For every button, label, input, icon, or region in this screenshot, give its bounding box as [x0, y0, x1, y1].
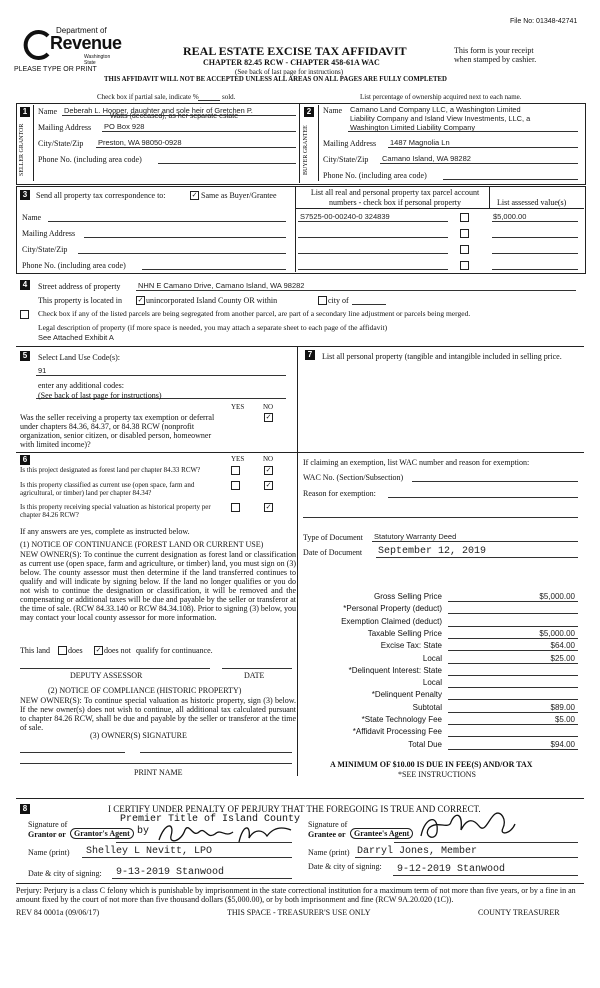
section-7-number: 7	[305, 350, 315, 360]
seller-city-label: City/State/Zip	[38, 139, 84, 148]
tax-row-line	[448, 601, 578, 602]
section-4-number: 4	[20, 280, 30, 290]
s6-yes-header: YES	[231, 455, 245, 463]
grantors-agent-label: Grantor's Agent	[70, 828, 134, 839]
seller-city-field[interactable]: Preston, WA 98050-0928	[98, 138, 182, 147]
buyer-tab: BUYER GRANTEE	[303, 125, 309, 175]
segregated-label: Check box if any of the listed parcels are being segregated from another parcel, are part of a secondary line adjustment or parcels being merged.	[38, 309, 471, 318]
grantor-name-field[interactable]: Shelley L Nevitt, LPO	[86, 846, 213, 857]
tax-row-line	[448, 712, 578, 713]
forest-no-checkbox[interactable]: ✓	[265, 466, 272, 474]
does-not-checkbox[interactable]: ✓	[95, 646, 102, 654]
section-6-number: 6	[20, 455, 30, 465]
warning-text: THIS AFFIDAVIT WILL NOT BE ACCEPTED UNLESS ALL AREAS ON ALL PAGES ARE FULLY COMPLETED	[104, 76, 447, 83]
tax-row-label: *Delinquent Penalty	[371, 690, 442, 699]
this-land-label: This land	[20, 646, 50, 655]
seller-mailing-field[interactable]: PO Box 928	[104, 122, 145, 131]
city-of-checkbox[interactable]	[318, 296, 327, 305]
grantee-date-field[interactable]: 9-12-2019 Stanwood	[397, 864, 506, 875]
tax-row-value[interactable]: $5.00	[554, 715, 575, 724]
additional-codes-label: enter any additional codes:	[38, 381, 124, 390]
does-checkbox[interactable]	[58, 646, 67, 655]
parcel-number-1[interactable]: S7525-00-00240-0 324839	[300, 212, 390, 221]
county-treasurer-label: COUNTY TREASURER	[478, 908, 560, 917]
section-5-number: 5	[20, 351, 30, 361]
seller-name-field[interactable]: Deberah L. Hooper, daughter and sole heir of Gretchen P.	[64, 106, 253, 115]
parcel-header-1: List all real and personal property tax parcel account	[310, 188, 480, 197]
parcel-2-personal-checkbox[interactable]	[460, 229, 469, 238]
grantee-name-label: Name (print)	[308, 848, 350, 857]
land-use-code-field[interactable]: 91	[38, 366, 47, 375]
same-as-buyer-checkbox[interactable]: ✓	[191, 191, 198, 199]
grantor-or-label: Grantor or	[28, 830, 66, 839]
deputy-assessor-label: DEPUTY ASSESSOR	[70, 671, 143, 680]
does-not-label: does not	[104, 646, 131, 655]
deputy-date-label: DATE	[244, 671, 265, 680]
doc-type-field[interactable]: Statutory Warranty Deed	[374, 532, 457, 541]
form-chapter: CHAPTER 82.45 RCW - CHAPTER 458-61A WAC	[203, 58, 380, 67]
same-as-buyer-label: Same as Buyer/Grantee	[201, 191, 277, 200]
tax-row-label: Total Due	[408, 740, 442, 749]
see-instructions-note: *SEE INSTRUCTIONS	[398, 770, 477, 779]
located-label: This property is located in	[38, 296, 122, 305]
minimum-due-note: A MINIMUM OF $10.00 IS DUE IN FEE(S) AND/OR TAX	[330, 760, 533, 769]
seller-tab: SELLER GRANTOR	[19, 123, 25, 177]
legal-description-label: Legal description of property (if more space is needed, you may attach a separate sheet to each page of the affidavit)	[38, 323, 388, 332]
exemption-no-checkbox[interactable]: ✓	[265, 413, 272, 421]
treasurer-space-label: THIS SPACE - TREASURER'S USE ONLY	[227, 908, 371, 917]
tax-row-label: *Personal Property (deduct)	[343, 604, 442, 613]
tax-row-value[interactable]: $5,000.00	[539, 592, 575, 601]
city-of-label: city of	[328, 296, 349, 305]
section-8-number: 8	[20, 804, 30, 814]
notice-compliance-title: (2) NOTICE OF COMPLIANCE (HISTORIC PROPERTY)	[48, 686, 242, 695]
current-use-yes-checkbox[interactable]	[231, 481, 240, 490]
tax-row-line	[448, 687, 578, 688]
tax-row-line	[448, 650, 578, 651]
doc-date-label: Date of Document	[303, 548, 363, 557]
tax-row-label: Subtotal	[412, 703, 442, 712]
correspondence-mailing-label: Mailing Address	[22, 229, 76, 238]
grantor-entity-text: Premier Title of Island County	[120, 814, 301, 825]
logo-state-text: Washington State	[84, 54, 111, 66]
exemption-reason-label: Reason for exemption:	[303, 489, 376, 498]
unincorporated-checkbox[interactable]: ✓	[137, 296, 144, 304]
land-use-label: Select Land Use Code(s):	[38, 353, 120, 362]
partial-sale-label: Check box if partial sale, indicate %	[97, 93, 199, 101]
tax-row-line	[448, 749, 578, 750]
grantor-by-text: by	[137, 826, 150, 837]
parcel-3-personal-checkbox[interactable]	[460, 245, 469, 254]
grantor-date-label: Date & city of signing:	[28, 869, 102, 878]
doc-date-field[interactable]: September 12, 2019	[378, 546, 487, 557]
historic-yes-checkbox[interactable]	[231, 503, 240, 512]
assessed-header: List assessed value(s)	[497, 198, 567, 207]
notice-continuance-body: NEW OWNER(S): To continue the current designation as forest land or classification as current use (open space, farm and agriculture, or timber) land, you must sign on (3) below. The county assessor must then determine if the land transferred continues to qualify and will indicate by signing below. If the land no longer qualifies or you do not wish to continue the designation or classification, it will be removed and the compensating or additional taxes will be due and payable by the seller or transferor at the time of sale. (RCW 84.33.140 or RCW 84.34.108). Prior to signing (3) below, you may contact your local county assessor for more information.	[20, 550, 296, 622]
land-use-see-back: (See back of last page for instructions)	[38, 391, 162, 400]
tax-row-label: Local	[422, 654, 442, 663]
tax-row-line	[448, 613, 578, 614]
parcel-4-personal-checkbox[interactable]	[460, 261, 469, 270]
s5-yes-header: YES	[231, 403, 245, 411]
buyer-mailing-label: Mailing Address	[323, 139, 377, 148]
owner-signature-label: (3) OWNER(S) SIGNATURE	[90, 731, 187, 740]
grantees-agent-label: Grantee's Agent	[350, 828, 413, 839]
list-percentage-note: List percentage of ownership acquired next to each name.	[360, 93, 522, 101]
personal-property-label: List all personal property (tangible and intangible included in selling price.	[322, 352, 562, 361]
grantee-signature-mark	[415, 806, 520, 846]
s5-no-header: NO	[263, 403, 274, 411]
seller-mailing-label: Mailing Address	[38, 123, 92, 132]
parcel-header-2: numbers - check box if personal property	[329, 198, 461, 207]
see-back-instructions: (See back of last page for instructions)	[235, 68, 344, 76]
grantee-name-field[interactable]: Darryl Jones, Member	[357, 846, 478, 857]
correspondence-phone-label: Phone No. (including area code)	[22, 261, 126, 270]
street-address-label: Street address of property	[38, 282, 121, 291]
historic-no-checkbox[interactable]: ✓	[265, 503, 272, 511]
notice-compliance-body: NEW OWNER(S): To continue special valuation as historic property, sign (3) below. If the new owner(s) does not wish to continue, all additional tax calculated pursuant to chapter 84.26 RCW, shall be due and payable by the seller or transferor at the time of sale.	[20, 696, 296, 732]
please-type: PLEASE TYPE OR PRINT	[14, 66, 97, 73]
assessed-value-1[interactable]: $5,000.00	[493, 212, 527, 221]
print-name-label: PRINT NAME	[134, 768, 183, 777]
forest-yes-checkbox[interactable]	[231, 466, 240, 475]
form-revision: REV 84 0001a (09/06/17)	[16, 908, 100, 917]
seller-name-field-2[interactable]: Watts (deceased), as her separate estate	[110, 113, 239, 120]
section-1-number: 1	[20, 107, 30, 117]
current-use-question: Is this property classified as current use (open space, farm and agricultural, or timber) land per chapter 84.34?	[20, 481, 195, 497]
correspondence-city-label: City/State/Zip	[22, 245, 68, 254]
tax-row-line	[448, 663, 578, 664]
unincorporated-label: unincorporated Island County OR within	[146, 296, 278, 305]
send-correspondence-label: Send all property tax correspondence to:	[36, 191, 166, 200]
grantee-or-label: Grantee or	[308, 830, 346, 839]
seller-phone-label: Phone No. (including area code)	[38, 155, 142, 164]
logo-name-text: Revenue	[50, 33, 122, 53]
buyer-name-field-1[interactable]: Camano Land Company LLC, a Washington Limited	[350, 105, 521, 114]
wac-claim-label: If claiming an exemption, list WAC number and reason for exemption:	[303, 458, 530, 467]
certify-statement: I CERTIFY UNDER PENALTY OF PERJURY THAT THE FOREGOING IS TRUE AND CORRECT.	[108, 804, 481, 814]
tax-row-label: Local	[422, 678, 442, 687]
seller-name-label: Name	[38, 107, 58, 116]
partial-sale-sold: sold.	[222, 93, 236, 101]
grantor-date-field[interactable]: 9-13-2019 Stanwood	[116, 867, 225, 878]
tax-row-value[interactable]: $89.00	[550, 703, 575, 712]
tax-row-label: *Affidavit Processing Fee	[352, 727, 442, 736]
correspondence-name-label: Name	[22, 213, 42, 222]
tax-row-value[interactable]: $94.00	[550, 740, 575, 749]
tax-row-line	[448, 724, 578, 725]
tax-row-label: Excise Tax: State	[380, 641, 442, 650]
tax-row-line	[448, 736, 578, 737]
wac-number-label: WAC No. (Section/Subsection)	[303, 473, 404, 482]
s6-no-header: NO	[263, 455, 274, 463]
segregated-checkbox[interactable]	[20, 310, 29, 319]
qualify-label: qualify for continuance.	[136, 646, 213, 655]
department-logo	[22, 26, 122, 68]
tax-row-label: Taxable Selling Price	[367, 629, 442, 638]
forest-land-question: Is this project designated as forest land per chapter 84.33 RCW?	[20, 466, 201, 474]
doc-type-label: Type of Document	[303, 533, 363, 542]
grantor-sig-of-label: Signature of	[28, 820, 68, 829]
tax-row-line	[448, 699, 578, 700]
tax-row-label: *Delinquent Interest: State	[348, 666, 442, 675]
receipt-note: This form is your receipt when stamped by cashier.	[454, 46, 537, 64]
form-title: REAL ESTATE EXCISE TAX AFFIDAVIT	[183, 44, 407, 58]
tax-row-line	[448, 638, 578, 639]
buyer-name-field-2[interactable]: Liability Company and Island View Investments, LLC, a	[350, 114, 531, 123]
grantee-date-label: Date & city of signing:	[308, 862, 382, 871]
grantee-sig-of-label: Signature of	[308, 820, 348, 829]
revenue-logo-icon	[22, 30, 52, 60]
tax-row-line	[448, 675, 578, 676]
buyer-city-field[interactable]: Camano Island, WA 98282	[382, 154, 471, 163]
tax-row-label: Exemption Claimed (deduct)	[341, 617, 442, 626]
buyer-name-field-3[interactable]: Washington Limited Liability Company	[350, 123, 476, 132]
tax-row-line	[448, 626, 578, 627]
section-3-number: 3	[20, 190, 30, 200]
buyer-city-label: City/State/Zip	[323, 155, 369, 164]
file-number: File No: 01348-42741	[510, 18, 578, 25]
street-address-field[interactable]: NHN E Camano Drive, Camano Island, WA 98282	[138, 281, 305, 290]
legal-description-field[interactable]: See Attached Exhibit A	[38, 333, 114, 342]
historic-question: Is this property receiving special valuation as historical property per chapter 84.26 RCW?	[20, 503, 211, 519]
tax-row-value[interactable]: $5,000.00	[539, 629, 575, 638]
parcel-1-personal-checkbox[interactable]	[460, 213, 469, 222]
tax-row-value[interactable]: $25.00	[550, 654, 575, 663]
tax-row-value[interactable]: $64.00	[550, 641, 575, 650]
does-label: does	[68, 646, 83, 655]
buyer-phone-label: Phone No. (including area code)	[323, 171, 427, 180]
logo-dept-text: Department of	[56, 26, 107, 35]
grantor-name-label: Name (print)	[28, 848, 70, 857]
perjury-statement: Perjury: Perjury is a class C felony which is punishable by imprisonment in the state correctional institution for a maximum term of not more than five years, or by a fine in an amount fixed by the court of not more than five thousand dollars ($5,000.00), or by both imprisonment and fine (RCW 9A.20.020 (1C)).	[16, 886, 576, 904]
tax-row-label: Gross Selling Price	[373, 592, 442, 601]
tax-row-label: *State Technology Fee	[361, 715, 442, 724]
buyer-name-label: Name	[323, 106, 343, 115]
buyer-mailing-field[interactable]: 1487 Magnolia Ln	[390, 138, 450, 147]
notice-continuance-title: (1) NOTICE OF CONTINUANCE (FOREST LAND OR CURRENT USE)	[20, 540, 264, 549]
current-use-no-checkbox[interactable]: ✓	[265, 481, 272, 489]
section-2-number: 2	[304, 107, 314, 117]
if-yes-note: If any answers are yes, complete as instructed below.	[20, 527, 190, 536]
exemption-question: Was the seller receiving a property tax exemption or deferral under chapters 84.36, 84.37, or 84.38 RCW (nonprofit organization, senior citizen, or disabled person, homeowner with limited income)?	[20, 413, 215, 449]
